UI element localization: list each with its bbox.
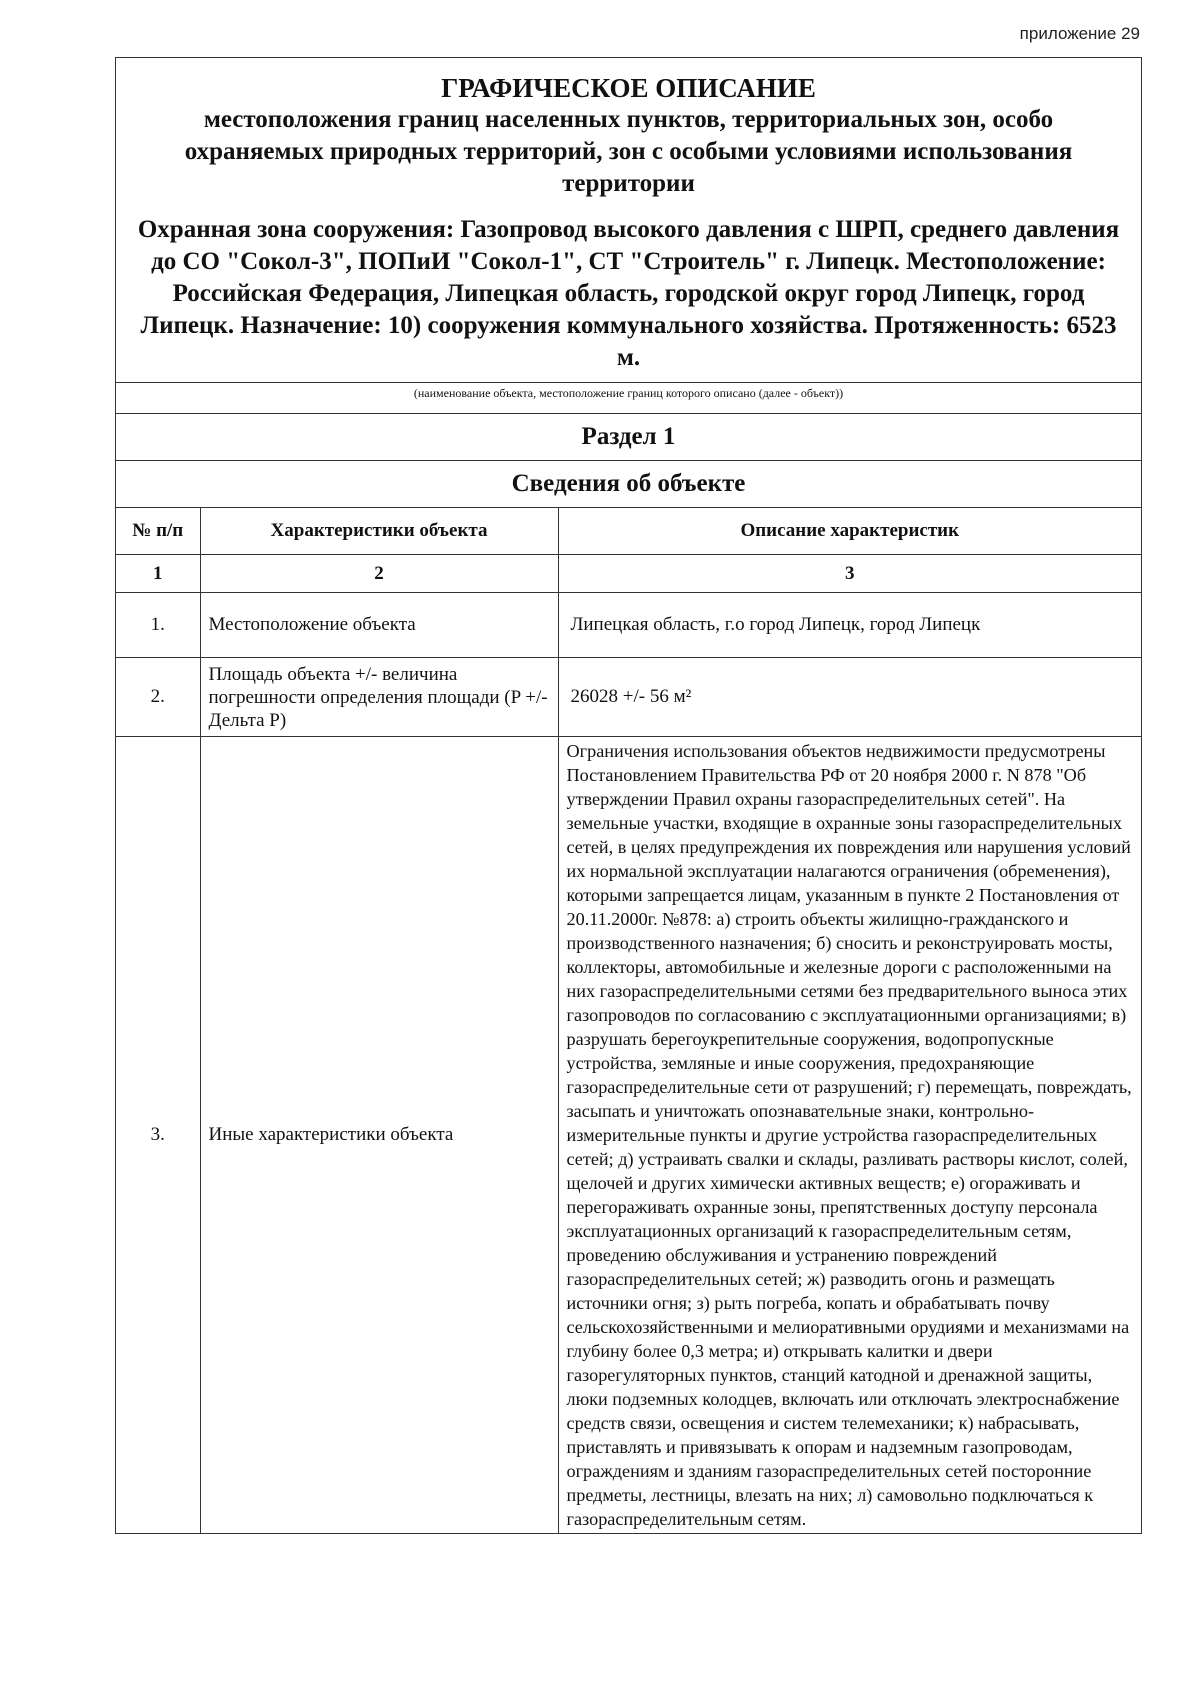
header-description: Описание характеристик [558,508,1141,555]
index-cell: 3 [558,555,1141,593]
index-cell: 1 [116,555,200,593]
document-subtitle: местоположения границ населенных пунктов, территориальных зон, особо охраняемых природных территорий, зон с особыми условиями использования территории [184,106,1073,197]
object-description: Охранная зона сооружения: Газопровод высокого давления с ШРП, среднего давления до СО "Сокол-3", ПОПиИ "Сокол-1", СТ "Строитель" г. Липецк. Местоположение: Российская Федерация, Липецкая область, городской округ город Липецк, город Липецк. Назначение: 10) сооружения коммунального хозяйства. Протяженность: 6523 м. [137,216,1120,371]
document-title: ГРАФИЧЕСКОЕ ОПИСАНИЕ [441,73,816,103]
index-cell: 2 [200,555,558,593]
row-characteristic: Иные характеристики объекта [200,737,558,1534]
document-frame [115,57,1142,1534]
table-index-row [116,555,1141,593]
section-subtitle: Сведения об объекте [116,460,1141,507]
appendix-label: приложение 29 [1019,24,1140,43]
table-row [116,658,1141,737]
row-number: 2. [116,658,200,737]
row-characteristic: Площадь объекта +/- величина погрешности определения площади (P +/- Дельта P) [200,658,558,737]
object-table [116,507,1141,1533]
row-number: 3. [116,737,200,1534]
row-characteristic: Местоположение объекта [200,593,558,658]
row-description: 26028 +/- 56 м² [558,658,1141,737]
table-row [116,593,1141,658]
document-header [116,58,1141,382]
table-header-row [116,508,1141,555]
row-number: 1. [116,593,200,658]
object-caption: (наименование объекта, местоположение границ которого описано (далее - объект)) [116,382,1141,413]
row-description: Ограничения использования объектов недвижимости предусмотрены Постановлением Правительства РФ от 20 ноября 2000 г. N 878 "Об утверждении Правил охраны газораспределительных сетей". На земельные участки, входящие в охранные зоны газораспределительных сетей, в целях предупреждения их повреждения или нарушения условий их нормальной эксплуатации налагаются ограничения (обременения), которыми запрещается лицам, указанным в пункте 2 Постановления от 20.11.2000г. №878: а) строить объекты жилищно-гражданского и производственного назначения; б) сносить и реконструировать мосты, коллекторы, автомобильные и железные дороги с расположенными на них газораспределительными сетями без предварительного выноса этих газопроводов по согласованию с эксплуатационными организациями; в) разрушать берегоукрепительные сооружения, водопропускные устройства, земляные и иные сооружения, предохраняющие газораспределительные сети от разрушений; г) перемещать, повреждать, засыпать и уничтожать опознавательные знаки, контрольно-измерительные пункты и другие устройства газораспределительных сетей; д) устраивать свалки и склады, разливать растворы кислот, солей, щелочей и других химически активных веществ; е) огораживать и перегораживать охранные зоны, препятственных доступу персонала эксплуатационных организаций к газораспределительным сетям, проведению обслуживания и устранению повреждений газораспределительных сетей; ж) разводить огонь и размещать источники огня; з) рыть погреба, копать и обрабатывать почву сельскохозяйственными и мелиоративными орудиями и механизмами на глубину более 0,3 метра; и) открывать калитки и двери газорегуляторных пунктов, станций катодной и дренажной защиты, люки подземных колодцев, включать или отключать электроснабжение средств связи, освещения и систем телемеханики; к) набрасывать, приставлять и привязывать к опорам и надземным газопроводам, ограждениям и зданиям газораспределительных сетей посторонние предметы, лестницы, влезать на них; л) самовольно подключаться к газораспределительным сетям. [558,737,1141,1534]
table-row [116,737,1141,1534]
header-characteristic: Характеристики объекта [200,508,558,555]
row-description: Липецкая область, г.о город Липецк, город Липецк [558,593,1141,658]
header-number: № п/п [116,508,200,555]
section-title: Раздел 1 [116,413,1141,460]
